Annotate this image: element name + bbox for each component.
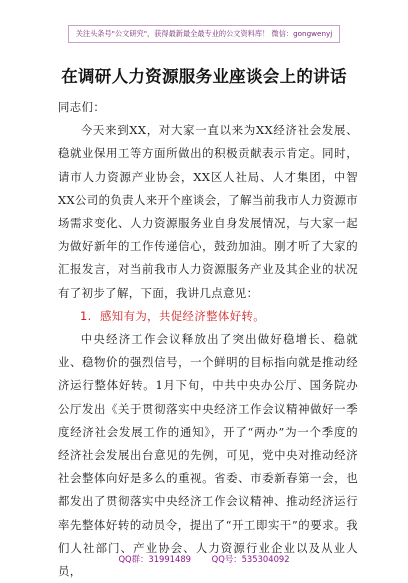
paragraph-intro: 今天来到XX，对大家一直以来为XX经济社会发展、稳就业保用工等方面所做出的积极贡献表示肯定。同时，请市人力资源产业协会，XX区人社局、人才集团，中智XX公司的负责人来开个座谈会，了解当前我市人力资源市场需求变化、人力资源服务业自身发展情况，与大家一起为做好新年的工作传递信心，鼓劲加油。刚才听了大家的汇报发言，对当前我市人力资源服务产业及其企业的状况有了初步了解，下面，我讲几点意见： [58,123,358,300]
header-banner: 关注头条号"公文研究"，获得最新最全最专业的公文资料库！ 微信：gongwenyj [68,25,340,43]
salutation: 同志们： [58,100,106,114]
section-heading-text: 感知有为，共促经济整体好转。 [100,308,266,323]
document-body [58,96,358,583]
qq-number-text: QQ号：535304092 [211,554,290,564]
footer-contacts [0,553,408,565]
section-heading-1 [58,305,358,328]
paragraph-section-1: 中央经济工作会议释放出了突出做好稳增长、稳就业、稳物价的强烈信号，一个鲜明的目标指向就是推动经济运行整体好转。1月下旬，中共中央办公厅、国务院办公厅发出《关于贯彻落实中央经济工作会议精神做好一季度经济社会发展工作的通知》，开了“两办”为一个季度的经济社会发展出台意见的先例，可见，党中央对推动经济社会整体向好是多么的重视。省委、市委新春第一会，也都发出了贯彻落实中央经济工作会议精神、推动经济运行率先整体好转的动员令，提出了“开工即实干”的要求。我们人社部门、产业协会、人力资源行业企业以及从业人员， [58,332,358,579]
qq-group-text: QQ群：31991489 [118,554,191,564]
section-number: 1. [80,308,92,323]
document-title: 在调研人力资源服务业座谈会上的讲话 [61,67,347,86]
